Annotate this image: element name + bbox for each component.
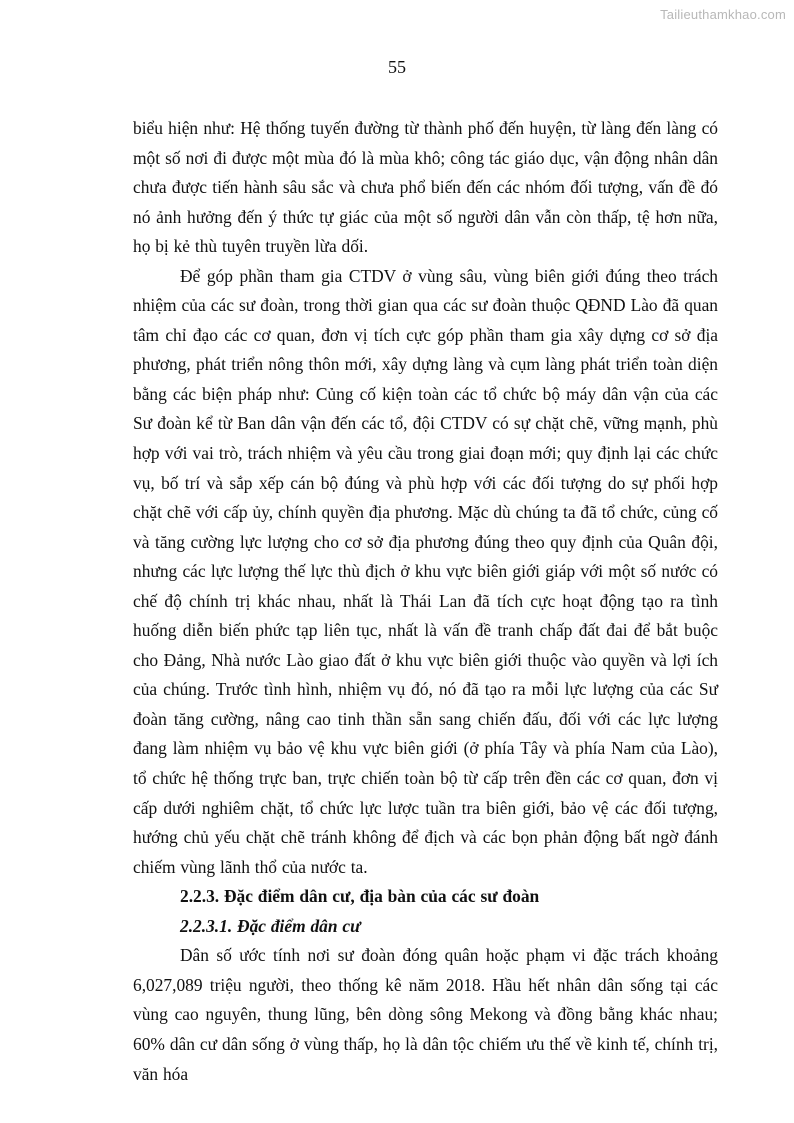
section-heading: 2.2.3. Đặc điểm dân cư, địa bàn của các sư đoàn (180, 886, 540, 907)
paragraph-continuation: biểu hiện như: Hệ thống tuyến đường từ thành phố đến huyện, từ làng đến làng có một số nơi đi được một mùa đó là mùa khô; công tác giáo dục, vận động nhân dân chưa được tiến hành sâu sắc và chưa phổ biến đến các nhóm đối tượng, vấn đề đó nó ảnh hưởng đến ý thức tự giác của một số người dân vẫn còn thấp, tệ hơn nữa, họ bị kẻ thù tuyên truyền lừa dối. (133, 118, 718, 257)
document-body (133, 114, 718, 1089)
paragraph-population: Dân số ước tính nơi sư đoàn đóng quân hoặc phạm vi đặc trách khoảng 6,027,089 triệu người, theo thống kê năm 2018. Hầu hết nhân dân sống tại các vùng cao nguyên, thung lũng, bên dòng sông Mekong và đồng bằng khác nhau; 60% dân cư dân sống ở vùng thấp, họ là dân tộc chiếm ưu thế về kinh tế, chính trị, văn hóa (133, 945, 718, 1084)
watermark: Tailieuthamkhao.com (660, 7, 786, 22)
page-number: 55 (388, 57, 406, 77)
paragraph-ctdv: Để góp phần tham gia CTDV ở vùng sâu, vùng biên giới đúng theo trách nhiệm của các sư đoàn, trong thời gian qua các sư đoàn thuộc QĐND Lào đã quan tâm chỉ đạo các cơ quan, đơn vị tích cực góp phần tham gia xây dựng cơ sở địa phương, phát triển nông thôn mới, xây dựng làng và cụm làng phát triển toàn diện bằng các biện pháp như: Củng cố kiện toàn các tổ chức bộ máy dân vận của các Sư đoàn kể từ Ban dân vận đến các tổ, đội CTDV có sự chặt chẽ, vững mạnh, phù hợp với vai trò, trách nhiệm và yêu cầu trong giai đoạn mới; quy định lại các chức vụ, bố trí và sắp xếp cán bộ đúng và phù hợp với các đối tượng do sự phối hợp chặt chẽ với cấp ủy, chính quyền địa phương. Mặc dù chúng ta đã tổ chức, củng cố và tăng cường lực lượng cho cơ sở địa phương đúng theo quy định của Quân đội, nhưng các lực lượng thế lực thù địch ở khu vực biên giới giáp với một số nước có chế độ chính trị khác nhau, nhất là Thái Lan đã tích cực hoạt động tạo ra tình huống diễn biến phức tạp liên tục, nhất là vấn đề tranh chấp đất đai để bắt buộc cho Đảng, Nhà nước Lào giao đất ở khu vực biên giới thuộc vào quyền và lợi ích của chúng. Trước tình hình, nhiệm vụ đó, nó đã tạo ra mỗi lực lượng của các Sư đoàn tăng cường, nâng cao tinh thần sẵn sang chiến đấu, đối với các lực lượng đang làm nhiệm vụ bảo vệ khu vực biên giới (ở phía Tây và phía Nam của Lào), tổ chức hệ thống trực ban, trực chiến toàn bộ từ cấp trên đền các cơ quan, đơn vị cấp dưới nghiêm chặt, tổ chức lực lược tuần tra biên giới, bảo vệ các đối tượng, hướng chủ yếu chặt chẽ tránh không để địch và các bọn phản động bất ngờ đánh chiếm vùng lãnh thổ của nước ta. (133, 265, 718, 877)
subsection-heading: 2.2.3.1. Đặc điểm dân cư (180, 915, 361, 936)
